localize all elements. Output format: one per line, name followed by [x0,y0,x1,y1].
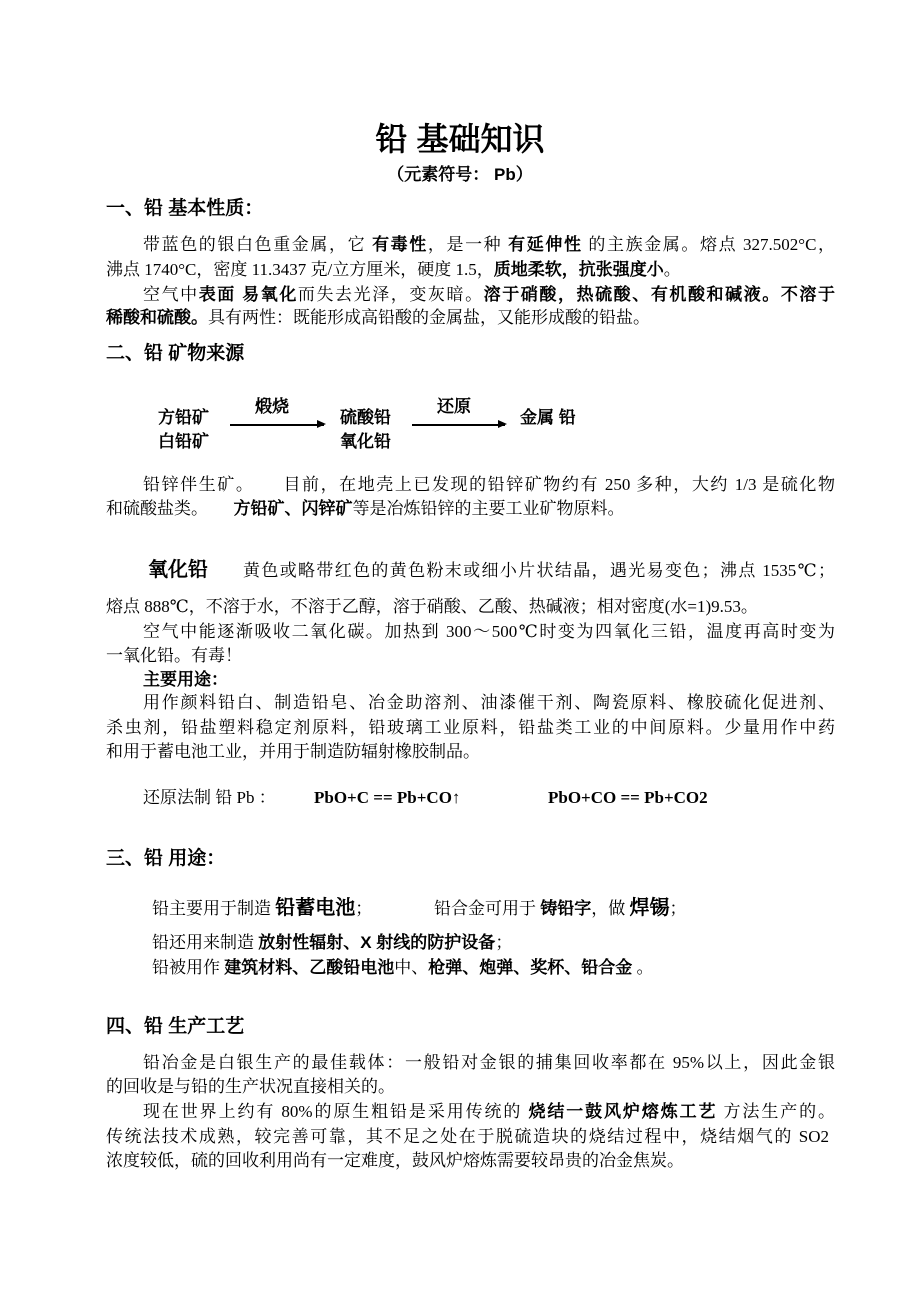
text: 和硫酸盐类。 [106,499,234,518]
text: 铅还用来制造 [152,933,259,952]
paragraph-line [143,1101,835,1123]
bold-text: 有延伸性 [508,235,583,254]
paragraph-line: 空气中能逐渐吸收二氧化碳。加热到 300～500℃时变为四氧化三铅，温度再高时变为 [143,622,835,641]
paragraph-line [143,234,835,256]
paragraph-line [106,498,625,520]
bold-text: 溶于硝酸，热硫酸、有机酸和碱液。不溶于 [483,285,836,304]
text: 铅主要用于制造 [152,899,276,918]
paragraph-line [434,897,687,920]
text: 的主族金属。熔点 327.502°C， [582,235,836,254]
text: ，做 [591,899,630,918]
paragraph-line [152,897,372,920]
paragraph-line: 和用于蓄电池工业，并用于制造防辐射橡胶制品。 [106,742,480,761]
diagram-step-reduce: 还原 [437,397,471,416]
paragraph-line: 杀虫剂，铅盐塑料稳定剂原料，铅玻璃工业原料，铅盐类工业的中间原料。少量用作中药 [106,718,835,737]
paragraph-line [143,284,835,306]
text: 铅被用作 [152,958,225,977]
text: 带蓝色的银白色重金属，它 [143,235,373,254]
page-title: 铅 基础知识 [375,121,545,157]
section-heading-uses: 三、铅 用途： [106,848,226,869]
paragraph-line: 黄色或略带红色的黄色粉末或细小片状结晶，遇光易变色；沸点 1535℃； [243,561,835,580]
bold-text: 枪弹、炮弹、奖杯、铅合金 [428,958,633,977]
bold-text: 铅蓄电池 [275,897,356,919]
paragraph-line [106,307,650,329]
arrow-icon [412,424,505,426]
paragraph-line: 铅锌伴生矿。 目前，在地壳上已发现的铅锌矿物约有 250 多种，大约 1/3 是硫化物 [143,475,835,494]
equation-1: PbO+C == Pb+CO↑ [314,788,461,807]
text: 铅合金可用于 [434,899,541,918]
lead-oxide-heading: 氧化铅 [148,559,208,581]
paragraph-line: 用作颜料铅白、制造铅皂、冶金助溶剂、油漆催干剂、陶瓷原料、橡胶硫化促进剂、 [143,693,835,712]
paragraph-line [106,259,681,281]
uses-label: 主要用途： [143,670,228,689]
paragraph-line: 的回收是与铅的生产状况直接相关的。 [106,1077,395,1096]
reduction-label: 还原法制 铅 Pb ： [143,788,276,807]
text: 等是冶炼铅锌的主要工业矿物原料。 [352,499,625,518]
equation-2: PbO+CO == Pb+CO2 [548,788,708,807]
bold-text: 有毒性 [372,235,428,254]
diagram-ore-2: 白铅矿 [158,432,209,451]
text: ； [495,933,513,952]
text: 沸点 1740°C，密度 11.3437 克/立方厘米，硬度 1.5， [106,260,494,279]
section-heading-production: 四、铅 生产工艺 [106,1016,245,1037]
diagram-intermediate-1: 硫酸铅 [340,408,391,427]
text: 现在世界上约有 80%的原生粗铅是采用传统的 [143,1102,529,1121]
text: 具有两性：既能形成高铅酸的金属盐，又能形成酸的铅盐。 [208,308,650,327]
text: 空气中 [143,285,199,304]
bold-text: 质地柔软，抗张强度小 [493,260,664,279]
bold-text: 稀酸和硫酸。 [106,308,208,327]
text: 方法生产的。 [717,1102,836,1121]
text: 而失去光泽，变灰暗。 [297,285,484,304]
arrow-icon [230,424,324,426]
paragraph-line: 熔点 888℃，不溶于水，不溶于乙醇，溶于硝酸、乙酸、热碱液；相对密度(水=1)9.53。 [106,597,758,616]
section-heading-sources: 二、铅 矿物来源 [106,343,245,364]
text: 中、 [394,958,429,977]
diagram-intermediate-2: 氧化铅 [340,432,391,451]
bold-text: 建筑材料、乙酸铅电池 [224,958,395,977]
text: 。 [632,958,654,977]
paragraph-line: 一氧化铅。有毒！ [106,646,242,665]
bold-text: 表面 易氧化 [198,285,298,304]
bold-text: 铸铅字 [540,899,592,918]
text: ； [355,899,373,918]
bold-text: 焊锡 [629,897,670,919]
bold-text: 放射性辐射、X 射线的防护设备 [258,933,496,952]
paragraph-line: 浓度较低，硫的回收利用尚有一定难度，鼓风炉熔炼需要较昂贵的冶金焦炭。 [106,1151,684,1170]
diagram-product: 金属 铅 [520,408,576,427]
paragraph-line [152,957,654,979]
diagram-step-roast: 煅烧 [255,397,289,416]
section-heading-properties: 一、铅 基本性质： [106,198,264,219]
diagram-ore-1: 方铅矿 [158,408,209,427]
page-subtitle: （元素符号： Pb） [387,165,533,184]
bold-text: 方铅矿、闪锌矿 [233,499,353,518]
paragraph-line [152,932,512,954]
text: ； [669,899,687,918]
paragraph-line: 铅冶金是白银生产的最佳载体：一般铅对金银的捕集回收率都在 95%以上，因此金银 [143,1053,835,1072]
text: 。 [663,260,681,279]
bold-text: 烧结一鼓风炉熔炼工艺 [528,1102,718,1121]
paragraph-line: 传统法技术成熟，较完善可靠，其不足之处在于脱硫造块的烧结过程中，烧结烟气的 SO2 [106,1127,829,1146]
text: ，是一种 [427,235,509,254]
